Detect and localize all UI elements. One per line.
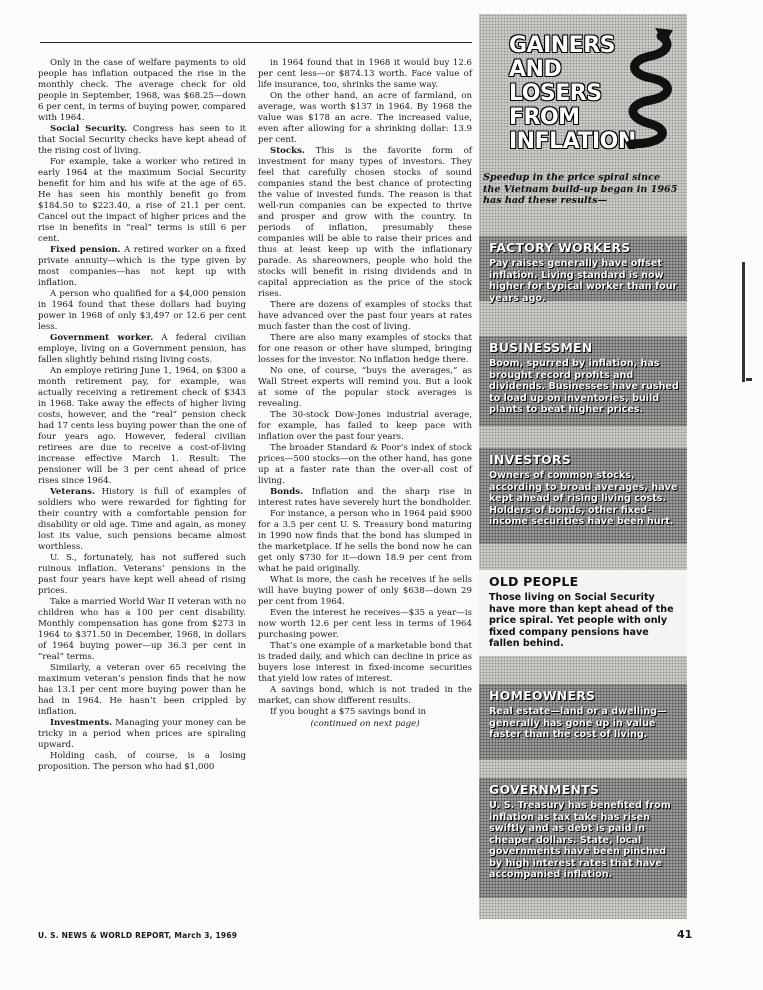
sidebar-title-line-3: INFLATION [509, 129, 636, 154]
section-heading-investors: INVESTORS [489, 452, 571, 467]
section-text-investors: Owners of common stocks, according to broad averages, have kept ahead of rising living costs. Holders of bonds, other fixed-income securities have been hurt. [489, 470, 678, 527]
top-rule [40, 42, 472, 43]
paragraph: There are dozens of examples of stocks that have advanced over the past four years at rates much faster than the cost of living. [258, 300, 472, 332]
paragraph [38, 124, 246, 157]
paragraph: An employe retiring June 1, 1964, on $300 a month retirement pay, for example, was actually receiving a retirement check of $343 in 1968. Take away the effects of higher living costs, however, and the “real” pension check had 17 cents less buying power than the one of four years ago. However, federal civilian retirees are due to receive a cost-of-living increase effective March 1. Result: The pensioner will be 3 per cent ahead of price rises since 1964. [38, 366, 246, 486]
paragraph-text: This is the favorite form of investment for many types of investors. They feel that carefully chosen stocks of sound companies stand the best chance of protecting the value of invested funds. The reason is that well-run companies can be expected to thrive and prosper and grow with the country. In periods of inflation, presumably these companies will be able to raise their prices and thus at least keep up with the inflationary parade. As shareowners, people who hold the stocks will benefit in rising dividends and in capital appreciation as the price of the stock rises. [258, 146, 472, 299]
subhead: Government worker. [50, 333, 154, 343]
sidebar-title [509, 33, 636, 154]
price-spiral-icon [621, 26, 677, 154]
paragraph-text: A federal civilian employe, living on a Government pension, has fallen slightly behind rising living costs. [38, 333, 246, 365]
paragraph-text: Managing your money can be tricky in a period when prices are spiraling upward. [38, 718, 246, 750]
section-text-governments: U. S. Treasury has benefited from inflation as tax take has risen swiftly and as debt is paid in cheaper dollars. State, local governments have been pinched by high interest rates that have accompanied inflation. [489, 800, 671, 880]
paragraph: For instance, a person who in 1964 paid $900 for a 3.5 per cent U. S. Treasury bond maturing in 1990 now finds that the bond has slumped in the marketplace. If he sells the bond now he can get only $730 for it—down 18.9 per cent from what he paid originally. [258, 509, 472, 574]
paragraph-text: Congress has seen to it that Social Security checks have kept ahead of the rising cost of living. [38, 124, 246, 156]
section-text-homeowners: Real estate—land or a dwelling—generally has gone up in value faster than the cost of living. [489, 706, 667, 740]
subhead: Stocks. [270, 146, 305, 156]
page-number: 41 [677, 928, 693, 941]
section-heading-factory-workers: FACTORY WORKERS [489, 240, 631, 255]
section-text-businessmen: Boom, spurred by inflation, has brought record profits and dividends. Businesses have rushed to load up on inventories, build plants to beat higher prices. [489, 358, 679, 415]
paragraph [38, 245, 246, 289]
paragraph: A person who qualified for a $4,000 pension in 1964 found that these dollars had buying power in 1968 of only $3,497 or 12.6 per cent less. [38, 289, 246, 332]
paragraph-text: A retired worker on a fixed private annuity—which is the type given by most companies—has not kept up with inflation. [38, 245, 246, 288]
paragraph: in 1964 found that in 1968 it would buy 12.6 per cent less—or $874.13 worth. Face value of life insurance, too, shrinks the same way. [258, 58, 472, 90]
paragraph [258, 146, 472, 300]
paragraph: U. S., fortunately, has not suffered such ruinous inflation. Veterans’ pensions in the past four years have kept well ahead of rising prices. [38, 553, 246, 596]
paragraph: That’s one example of a marketable bond that is traded daily, and which can decline in price as buyers lose interest in fixed-income securities that yield low rates of interest. [258, 641, 472, 684]
paragraph: The broader Standard & Poor’s index of stock prices—500 stocks—on the other hand, has gone up at a faster rate than the over-all cost of living. [258, 443, 472, 486]
section-text-old-people: Those living on Social Security have more than kept ahead of the price spiral. Yet people with only fixed company pensions have fallen behind. [489, 592, 674, 649]
subhead: Fixed pension. [50, 245, 121, 255]
paragraph [38, 718, 246, 751]
paragraph: Similarly, a veteran over 65 receiving the maximum veteran’s pension finds that he now has 13.1 per cent more buying power than he had in 1964. He hasn’t been crippled by inflation. [38, 663, 246, 717]
article-column-1 [38, 58, 246, 773]
paragraph: For example, take a worker who retired in early 1964 at the maximum Social Security benefit for him and his wife at the age of 65. He has seen his monthly benefit go from $184.50 to $223.40, a rise of 21.1 per cent. Cancel out the impact of higher prices and the rise in benefits in “real” terms is still 6 per cent. [38, 157, 246, 244]
paragraph: Take a married World War II veteran with no children who has a 100 per cent disability. Monthly compensation has gone from $273 in 1964 to $371.50 in December, 1968, in dollars of 1964 buying power—up 36.3 per cent in “real” terms. [38, 597, 246, 662]
subhead: Social Security. [50, 124, 128, 134]
section-text-factory-workers: Pay raises generally have offset inflation. Living standard is now higher for typical worker than four years ago. [489, 258, 678, 304]
paragraph: Holding cash, of course, is a losing proposition. The person who had $1,000 [38, 751, 246, 772]
section-heading-homeowners: HOMEOWNERS [489, 688, 596, 703]
continued-note: (continued on next page) [310, 719, 420, 729]
paragraph [38, 487, 246, 553]
margin-mark-tick [746, 378, 752, 381]
sidebar-title-line-2: LOSERS FROM [509, 81, 602, 130]
section-heading-governments: GOVERNMENTS [489, 782, 600, 797]
paragraph-text: Inflation and the sharp rise in interest rates have severely hurt the bondholder. [258, 487, 472, 508]
paragraph [258, 487, 472, 509]
paragraph: No one, of course, “buys the averages,” as Wall Street experts will remind you. But a look at some of the popular stock averages is revealing. [258, 366, 472, 409]
sidebar-panel [479, 14, 687, 919]
article-column-2 [258, 58, 472, 730]
section-heading-old-people: OLD PEOPLE [489, 574, 579, 589]
margin-mark [742, 262, 745, 382]
paragraph: What is more, the cash he receives if he sells will have buying power of only $638—down 29 per cent from 1964. [258, 575, 472, 607]
paragraph: There are also many examples of stocks that for one reason or other have slumped, bringing losses for the investor. No inflation hedge there. [258, 333, 472, 365]
paragraph: Even the interest he receives—$35 a year—is now worth 12.6 per cent less in terms of 1964 purchasing power. [258, 608, 472, 640]
paragraph: A savings bond, which is not traded in the market, can show different results. [258, 685, 472, 706]
paragraph [38, 333, 246, 366]
sidebar-title-line-1: GAINERS AND [509, 33, 615, 82]
paragraph-text: History is full of examples of soldiers who were rewarded for fighting for their country with a comfortable pension for disability or old age. Time and again, as money lost its value, such pensions became almost worthless. [38, 487, 246, 552]
sidebar-intro: Speedup in the price spiral since the Vietnam build-up began in 1965 has had these results— [483, 172, 678, 207]
paragraph: Only in the case of welfare payments to old people has inflation outpaced the rise in the monthly check. The average check for old people in September, 1968, was $68.25—down 6 per cent, in terms of buying power, compared with 1964. [38, 58, 246, 123]
paragraph: The 30-stock Dow-Jones industrial average, for example, has failed to keep pace with inflation over the past four years. [258, 410, 472, 442]
section-heading-businessmen: BUSINESSMEN [489, 340, 593, 355]
paragraph: If you bought a $75 savings bond in [270, 707, 427, 717]
publication-footer: U. S. NEWS & WORLD REPORT, March 3, 1969 [38, 931, 238, 940]
subhead: Bonds. [270, 487, 304, 497]
subhead: Veterans. [50, 487, 95, 497]
subhead: Investments. [50, 718, 113, 728]
paragraph: On the other hand, an acre of farmland, on average, was worth $137 in 1964. By 1968 the value was $178 an acre. The increased value, even after allowing for a shrinking dollar: 13.9 per cent. [258, 91, 472, 145]
